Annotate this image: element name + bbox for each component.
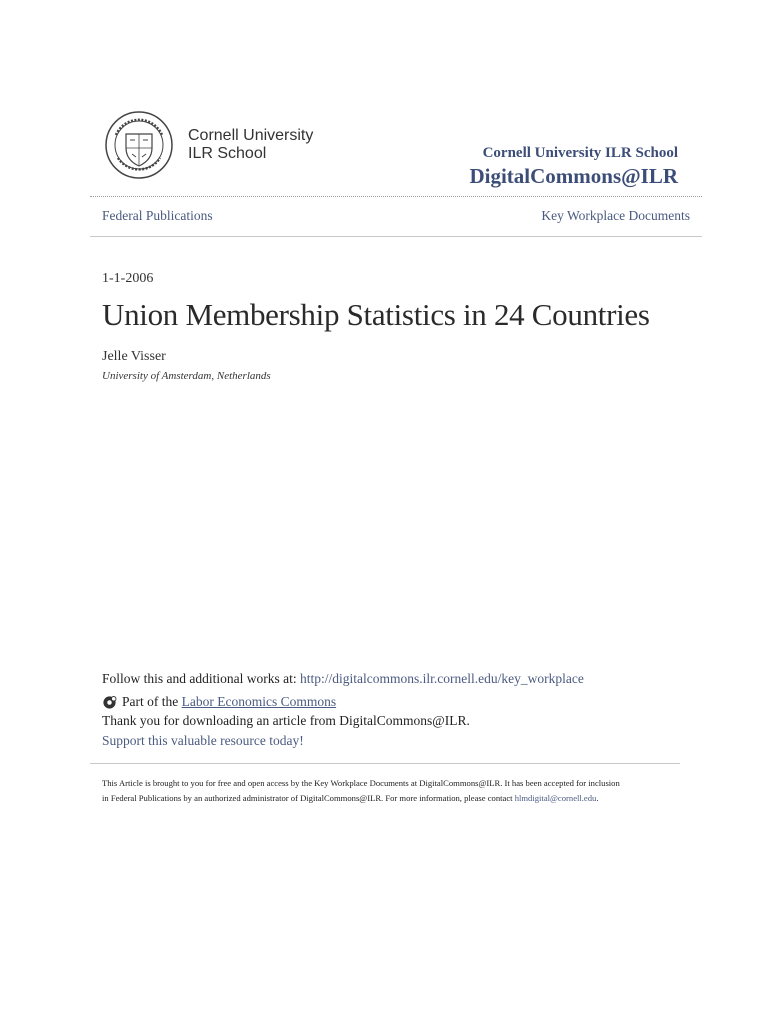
follow-line xyxy=(102,671,584,687)
nav-federal-publications[interactable]: Federal Publications xyxy=(102,208,213,223)
follow-prefix: Follow this and additional works at: xyxy=(102,671,300,686)
author-name: Jelle Visser xyxy=(102,349,166,364)
cornell-ilr-logo xyxy=(104,110,313,180)
footer-divider xyxy=(90,763,680,764)
article-title: Union Membership Statistics in 24 Countries xyxy=(102,297,650,332)
contact-email-link[interactable]: hlmdigital@cornell.edu xyxy=(514,793,597,803)
fine-print-line2: in Federal Publications by an authorized administrator of DigitalCommons@ILR. For more information, please contact xyxy=(102,793,515,803)
support-link[interactable]: Support this valuable resource today! xyxy=(102,733,304,748)
network-icon xyxy=(102,695,117,710)
fine-print-line1: This Article is brought to you for free and open access by the Key Workplace Documents at DigitalCommons@ILR. It has been accepted for inclusion xyxy=(102,778,620,788)
labor-economics-commons-link[interactable]: Labor Economics Commons xyxy=(181,694,337,709)
part-prefix: Part of the xyxy=(122,694,179,709)
publication-date: 1-1-2006 xyxy=(102,271,154,286)
follow-link[interactable]: http://digitalcommons.ilr.cornell.edu/key_workplace xyxy=(300,671,584,686)
nav-divider xyxy=(90,236,702,237)
logo-university-name: Cornell University xyxy=(188,127,314,144)
logo-school-name: ILR School xyxy=(188,145,267,162)
nav-key-workplace-documents[interactable]: Key Workplace Documents xyxy=(541,208,690,223)
author-affiliation: University of Amsterdam, Netherlands xyxy=(102,370,271,382)
part-of-line xyxy=(102,694,336,710)
digitalcommons-masthead xyxy=(469,145,678,189)
thanks-text: Thank you for downloading an article from DigitalCommons@ILR. xyxy=(102,713,470,728)
dc-school-name: Cornell University ILR School xyxy=(482,145,678,161)
cornell-seal-icon xyxy=(104,110,174,180)
header-divider xyxy=(90,196,702,197)
dc-brand-name[interactable]: DigitalCommons@ILR xyxy=(469,164,678,188)
fine-print xyxy=(102,776,682,806)
fine-print-end: . xyxy=(596,793,599,803)
